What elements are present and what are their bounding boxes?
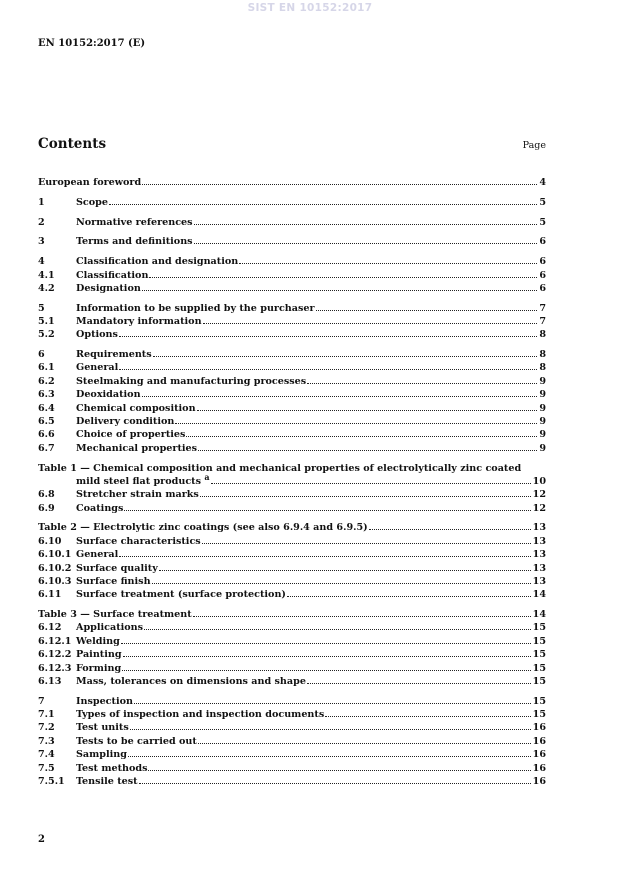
toc-entry-number: 4.1 — [38, 269, 55, 281]
toc-entry-number: 1 — [38, 197, 45, 209]
toc-entry[interactable] — [38, 487, 546, 500]
toc-entry-title: Chemical composition — [76, 402, 196, 414]
dot-leader — [175, 423, 537, 424]
toc-entry[interactable] — [38, 195, 546, 208]
toc-entry-title-cont: mild steel flat products $^a$ — [76, 471, 210, 487]
toc-entry-title: Mass, tolerances on dimensions and shape — [76, 675, 306, 687]
toc-entry-title: Choice of properties — [76, 429, 186, 441]
toc-entry-page: 9 — [539, 402, 546, 414]
toc-entry-title: Stretcher strain marks — [76, 489, 199, 501]
dot-leader — [142, 396, 538, 397]
dot-leader — [119, 556, 530, 557]
toc-entry-title: Information to be supplied by the purchaser — [76, 302, 315, 314]
toc-entry-number: 4.2 — [38, 282, 55, 294]
toc-entry-title: Forming — [76, 662, 122, 674]
dot-leader — [239, 263, 537, 264]
toc-entry[interactable] — [38, 533, 546, 546]
toc-entry-number: 6.3 — [38, 389, 55, 401]
toc-entry-page: 15 — [532, 695, 546, 707]
toc-entry[interactable] — [38, 720, 546, 733]
toc-entry-page: 13 — [532, 522, 546, 534]
toc-entry-page: 12 — [532, 502, 546, 514]
table-of-contents — [38, 175, 546, 787]
toc-entry[interactable] — [38, 360, 546, 373]
toc-entry[interactable] — [38, 560, 546, 573]
toc-entry-page: 16 — [532, 722, 546, 734]
toc-entry-title: Terms and definitions — [76, 236, 193, 248]
toc-entry-number: 6.10.2 — [38, 562, 72, 574]
toc-entry[interactable] — [38, 774, 546, 787]
toc-entry-number: 6.13 — [38, 675, 62, 687]
toc-entry-title: Steelmaking and manufacturing processes — [76, 375, 307, 387]
toc-entry-page: 13 — [532, 575, 546, 587]
toc-entry-page: 6 — [539, 282, 546, 294]
toc-entry[interactable] — [38, 175, 546, 188]
toc-entry[interactable] — [38, 587, 546, 600]
toc-entry[interactable] — [38, 620, 546, 633]
toc-entry[interactable] — [38, 387, 546, 400]
toc-entry-page: 16 — [532, 775, 546, 787]
toc-entry[interactable] — [38, 607, 546, 620]
toc-entry-page: 13 — [532, 535, 546, 547]
dot-leader — [203, 323, 538, 324]
toc-entry-number: 6.12.3 — [38, 662, 72, 674]
toc-entry-title: Coatings — [76, 502, 124, 514]
toc-entry-number: 7.5.1 — [38, 775, 65, 787]
dot-leader — [124, 510, 530, 511]
toc-entry-page: 12 — [532, 489, 546, 501]
toc-entry[interactable] — [38, 633, 546, 646]
toc-entry-number: 5.2 — [38, 329, 55, 341]
toc-entry-page: 15 — [532, 675, 546, 687]
dot-leader — [287, 596, 531, 597]
dot-leader — [198, 450, 537, 451]
toc-entry[interactable] — [38, 547, 546, 560]
toc-entry-page: 15 — [532, 709, 546, 721]
dot-leader — [193, 616, 531, 617]
toc-entry-page: 13 — [532, 549, 546, 561]
toc-entry-title: Table 3 — Surface treatment — [38, 609, 192, 620]
toc-entry-number: 7.3 — [38, 735, 55, 747]
toc-entry[interactable] — [38, 693, 546, 706]
dot-leader — [122, 670, 530, 671]
toc-entry[interactable] — [38, 234, 546, 247]
dot-leader — [316, 310, 538, 311]
toc-entry-number: 2 — [38, 216, 45, 228]
dot-leader — [134, 703, 531, 704]
toc-entry-title: Classification and designation — [76, 256, 239, 268]
toc-entry-title: Options — [76, 329, 118, 341]
toc-entry-title: Classification — [76, 269, 149, 281]
dot-leader — [152, 583, 531, 584]
toc-entry-number: 5 — [38, 302, 45, 314]
toc-entry[interactable] — [38, 414, 546, 427]
toc-entry[interactable] — [38, 314, 546, 327]
dot-leader — [186, 436, 537, 437]
toc-entry[interactable] — [38, 520, 546, 533]
dot-leader — [142, 184, 537, 185]
dot-leader — [202, 543, 531, 544]
toc-entry-page: 4 — [539, 177, 546, 189]
dot-leader — [194, 224, 538, 225]
toc-entry[interactable] — [38, 373, 546, 386]
toc-entry[interactable] — [38, 214, 546, 227]
toc-entry-page: 8 — [539, 349, 546, 361]
toc-entry-page: 9 — [539, 429, 546, 441]
toc-entry-title: Applications — [76, 622, 144, 634]
toc-entry-number: 6.1 — [38, 362, 55, 374]
watermark: SIST EN 10152:2017 — [247, 2, 373, 14]
dot-leader — [200, 496, 531, 497]
dot-leader — [325, 716, 530, 717]
toc-entry-number: 6.7 — [38, 442, 55, 454]
dot-leader — [153, 356, 538, 357]
dot-leader — [109, 204, 537, 205]
toc-entry-title: Test units — [76, 722, 129, 734]
toc-entry[interactable] — [38, 254, 546, 267]
toc-entry-title: Normative references — [76, 216, 193, 228]
toc-entry-number: 6.5 — [38, 416, 55, 428]
page-number: 2 — [38, 834, 45, 845]
toc-entry-page: 16 — [532, 762, 546, 774]
toc-entry-number: 7.4 — [38, 749, 55, 761]
dot-leader — [119, 336, 537, 337]
toc-entry-page: 14 — [532, 589, 546, 601]
dot-leader — [144, 629, 531, 630]
toc-entry-page: 16 — [532, 735, 546, 747]
toc-entry[interactable] — [38, 733, 546, 746]
dot-leader — [307, 383, 537, 384]
toc-entry-page: 10 — [532, 475, 546, 487]
dot-leader — [142, 290, 537, 291]
toc-entry-title: Mechanical properties — [76, 442, 198, 454]
dot-leader — [128, 756, 531, 757]
toc-entry-title: Inspection — [76, 695, 133, 707]
toc-entry-page: 6 — [539, 269, 546, 281]
toc-entry[interactable] — [38, 500, 546, 513]
toc-entry[interactable] — [38, 660, 546, 673]
toc-entry-title: Delivery condition — [76, 416, 175, 428]
toc-entry-title: Surface treatment (surface protection) — [76, 589, 286, 601]
toc-entry-title: General — [76, 362, 119, 374]
toc-entry[interactable] — [38, 400, 546, 413]
toc-entry-number: 6.6 — [38, 429, 55, 441]
toc-entry-title: Requirements — [76, 349, 152, 361]
dot-leader — [139, 783, 531, 784]
toc-entry[interactable] — [38, 674, 546, 687]
toc-entry-number: 7.5 — [38, 762, 55, 774]
toc-entry-page: 9 — [539, 375, 546, 387]
toc-entry-title: European foreword — [38, 177, 142, 189]
toc-entry-page: 14 — [532, 609, 546, 620]
toc-entry-page: 15 — [532, 622, 546, 634]
toc-entry-page: 7 — [539, 316, 546, 327]
toc-entry-title: Surface quality — [76, 562, 158, 574]
toc-entry[interactable] — [38, 347, 546, 360]
toc-entry-page: 15 — [532, 635, 546, 647]
toc-entry-number: 5.1 — [38, 316, 55, 327]
toc-entry[interactable] — [38, 427, 546, 440]
toc-entry-number: 6.4 — [38, 402, 55, 414]
dot-leader — [307, 683, 531, 684]
toc-entry-page: 5 — [539, 216, 546, 228]
toc-entry-number: 6 — [38, 349, 45, 361]
toc-entry-page: 9 — [539, 389, 546, 401]
toc-entry-page: 9 — [539, 442, 546, 454]
dot-leader — [119, 369, 537, 370]
toc-entry-title: Table 1 — Chemical composition and mechanical properties of electrolytically zinc coated — [38, 462, 522, 474]
dot-leader — [123, 656, 531, 657]
toc-entry-page: 13 — [532, 562, 546, 574]
toc-entry-number: 6.12.1 — [38, 635, 72, 647]
toc-entry-number: 7.2 — [38, 722, 55, 734]
toc-entry-number: 6.10.3 — [38, 575, 72, 587]
dot-leader — [130, 729, 531, 730]
toc-entry-page: 8 — [539, 329, 546, 341]
toc-entry-page: 15 — [532, 662, 546, 674]
dot-leader — [148, 770, 530, 771]
toc-entry-number: 6.9 — [38, 502, 55, 514]
toc-entry[interactable] — [38, 707, 546, 720]
toc-entry-title: Types of inspection and inspection documents — [76, 709, 325, 721]
toc-entry-title: Test methods — [76, 762, 148, 774]
toc-entry[interactable] — [38, 327, 546, 340]
dot-leader — [369, 529, 531, 530]
toc-entry-page: 15 — [532, 649, 546, 661]
toc-entry-number: 6.12 — [38, 622, 62, 634]
toc-entry-number: 6.11 — [38, 589, 62, 601]
dot-leader — [149, 277, 537, 278]
toc-entry-page: 9 — [539, 416, 546, 428]
toc-entry-title: Surface characteristics — [76, 535, 201, 547]
footnote-marker: a — [204, 471, 210, 482]
dot-leader — [197, 410, 538, 411]
page-column-label: Page — [522, 140, 546, 151]
toc-entry[interactable] — [38, 460, 546, 487]
toc-entry-number: 6.8 — [38, 489, 55, 501]
toc-entry[interactable] — [38, 267, 546, 280]
toc-entry[interactable] — [38, 760, 546, 773]
dot-leader — [121, 643, 531, 644]
toc-entry-number: 3 — [38, 236, 45, 248]
toc-entry[interactable] — [38, 647, 546, 660]
toc-entry-number: 6.10 — [38, 535, 62, 547]
document-id: EN 10152:2017 (E) — [38, 38, 146, 49]
toc-entry-number: 7 — [38, 695, 45, 707]
dot-leader — [194, 243, 538, 244]
toc-entry-title: Table 2 — Electrolytic zinc coatings (see also 6.9.4 and 6.9.5) — [38, 522, 368, 534]
toc-entry-title: Sampling — [76, 749, 127, 761]
toc-entry[interactable] — [38, 440, 546, 453]
toc-entry[interactable] — [38, 300, 546, 313]
toc-entry-title: General — [76, 549, 119, 561]
toc-entry[interactable] — [38, 574, 546, 587]
toc-entry-page: 5 — [539, 197, 546, 209]
toc-entry-title: Painting — [76, 649, 122, 661]
toc-entry-number: 6.10.1 — [38, 549, 72, 561]
toc-entry-title: Tensile test — [76, 775, 138, 787]
toc-entry-title: Welding — [76, 635, 120, 647]
toc-entry-number: 4 — [38, 256, 45, 268]
dot-leader — [159, 570, 531, 571]
dot-leader — [211, 483, 531, 484]
toc-entry[interactable] — [38, 747, 546, 760]
toc-entry-page: 6 — [539, 236, 546, 248]
toc-entry-number: 7.1 — [38, 709, 55, 721]
toc-entry-title: Surface finish — [76, 575, 151, 587]
toc-entry-page: 16 — [532, 749, 546, 761]
toc-entry-page: 6 — [539, 256, 546, 268]
toc-entry-number: 6.2 — [38, 375, 55, 387]
toc-entry-page: 8 — [539, 362, 546, 374]
toc-entry-title: Deoxidation — [76, 389, 141, 401]
toc-entry-title: Scope — [76, 197, 108, 209]
toc-entry-title: Mandatory information — [76, 316, 202, 327]
toc-entry-title: Designation — [76, 282, 141, 294]
toc-entry[interactable] — [38, 281, 546, 294]
toc-entry-page: 7 — [539, 302, 546, 314]
toc-entry-title: Tests to be carried out — [76, 735, 197, 747]
contents-title: Contents — [38, 136, 107, 152]
dot-leader — [198, 743, 531, 744]
toc-entry-number: 6.12.2 — [38, 649, 72, 661]
